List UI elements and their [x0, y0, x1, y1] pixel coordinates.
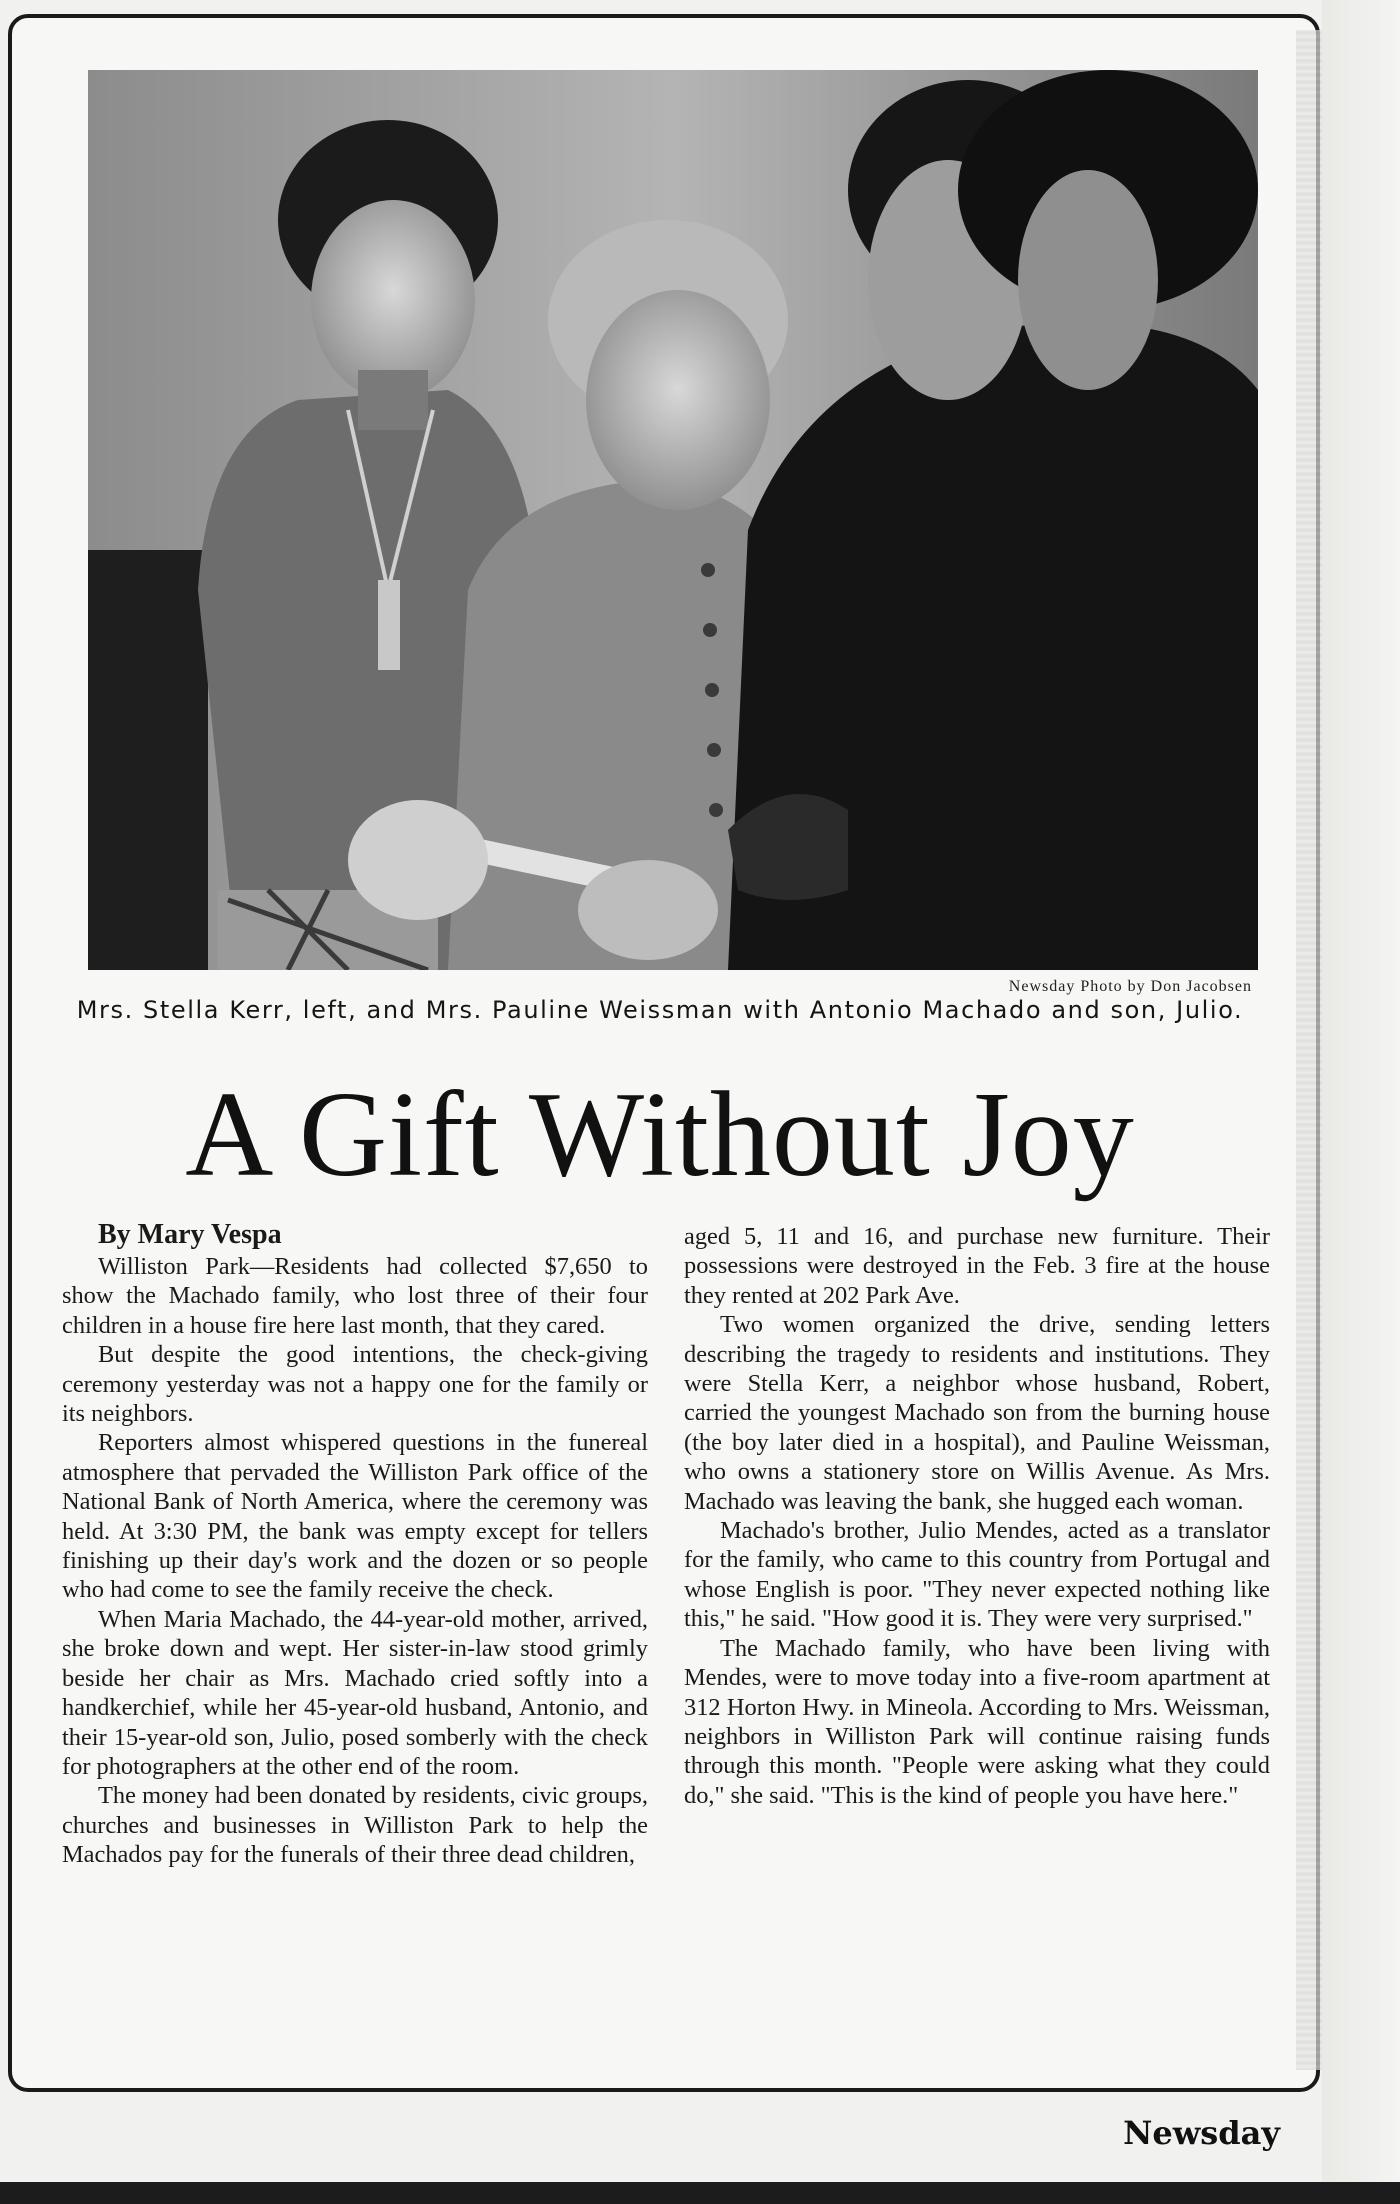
page-margin [1322, 0, 1400, 2204]
byline: By Mary Vespa [98, 1219, 282, 1250]
scan-bottom-edge [0, 2182, 1400, 2204]
paragraph: Williston Park—Residents had collected $7,650 to show the Machado family, who lost three of their four children in a house fire here last month, that they cared. [62, 1253, 648, 1339]
headline: A Gift Without Joy [185, 1067, 1135, 1202]
paragraph: When Maria Machado, the 44-year-old mother, arrived, she broke down and wept. Her sister-in-law stood grimly beside her chair as Mrs. Machado cried softly into a handkerchief, while her 45-year-old husband, Antonio, and their 15-year-old son, Julio, posed somberly with the check for photographers at the other end of the room. [62, 1605, 648, 1780]
paragraph: The Machado family, who have been living with Mendes, were to move today into a five-room apartment at 312 Horton Hwy. in Mineola. According to Mrs. Weissman, neighbors in Williston Park will continue raising funds through this month. "People were asking what they could do," she said. "This is the kind of people you have here." [684, 1634, 1270, 1809]
article-column-left [62, 1218, 648, 1870]
paragraph: Reporters almost whispered questions in the funereal atmosphere that pervaded the Williston Park office of the National Bank of North America, where the ceremony was held. At 3:30 PM, the bank was empty except for tellers finishing up their day's work and the dozen or so people who had come to see the family receive the check. [62, 1429, 648, 1604]
article-column-right [684, 1222, 1270, 1810]
paragraph: Machado's brother, Julio Mendes, acted as a translator for the family, who came to this country from Portugal and whose English is poor. "They never expected nothing like this," he said. "How good it is. They were very surprised." [684, 1517, 1270, 1633]
bleed-through-edge [1296, 30, 1322, 2070]
photo-credit: Newsday Photo by Don Jacobsen [1008, 978, 1252, 995]
newsday-logo: Newsday [1123, 2114, 1280, 2152]
paragraph: Two women organized the drive, sending letters describing the tragedy to residents and institutions. They were Stella Kerr, a neighbor whose husband, Robert, carried the youngest Machado son from the burning house (the boy later died in a hospital), and Pauline Weissman, who owns a stationery store on Willis Avenue. As Mrs. Machado was leaving the bank, she hugged each woman. [684, 1311, 1270, 1515]
photo-caption: Mrs. Stella Kerr, left, and Mrs. Pauline Weissman with Antonio Machado and son, Julio. [76, 996, 1244, 1024]
paragraph: aged 5, 11 and 16, and purchase new furniture. Their possessions were destroyed in the Feb. 3 fire at the house they rented at 202 Park Ave. [684, 1223, 1270, 1309]
paragraph: But despite the good intentions, the check-giving ceremony yesterday was not a happy one for the family or its neighbors. [62, 1341, 648, 1428]
paragraph: The money had been donated by residents, civic groups, churches and businesses in Williston Park to help the Machados pay for the funerals of their three dead children, [62, 1782, 648, 1869]
news-photo [88, 70, 1258, 970]
